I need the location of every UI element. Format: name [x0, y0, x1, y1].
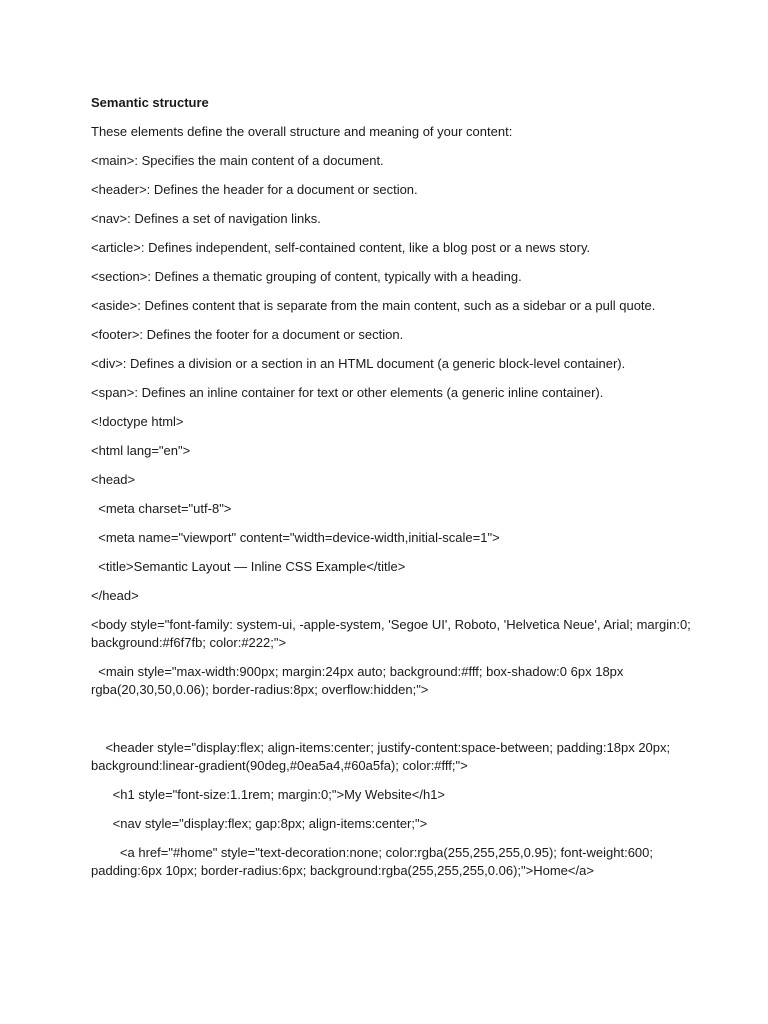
intro-paragraph: These elements define the overall structure and meaning of your content: — [91, 124, 513, 139]
code-line-h1: <h1 style="font-size:1.1rem; margin:0;">My Website</h1> — [91, 787, 446, 802]
code-line-header: <header style="display:flex; align-items:center; justify-content:space-between; padding:18px 20px; background:linear-gradient(90deg,#0ea5a4,#60a5fa); color:#fff;"> — [91, 740, 674, 773]
code-line-nav: <nav style="display:flex; gap:8px; align-items:center;"> — [91, 816, 428, 831]
definition-article: <article>: Defines independent, self-contained content, like a blog post or a news story. — [91, 240, 591, 255]
definition-section: <section>: Defines a thematic grouping of content, typically with a heading. — [91, 269, 522, 284]
definition-main: <main>: Specifies the main content of a document. — [91, 153, 384, 168]
section-heading: Semantic structure — [91, 95, 209, 110]
definition-footer: <footer>: Defines the footer for a document or section. — [91, 327, 404, 342]
code-line-anchor-home: <a href="#home" style="text-decoration:none; color:rgba(255,255,255,0.95); font-weight:600; padding:6px 10px; border-radius:6px; background:rgba(255,255,255,0.06);">Home</a> — [91, 845, 657, 878]
code-line-meta-viewport: <meta name="viewport" content="width=device-width,initial-scale=1"> — [91, 530, 500, 545]
document-body — [91, 94, 695, 891]
definition-nav: <nav>: Defines a set of navigation links. — [91, 211, 321, 226]
code-line-html: <html lang="en"> — [91, 443, 191, 458]
definition-div: <div>: Defines a division or a section in an HTML document (a generic block-level container). — [91, 356, 626, 371]
code-line-doctype: <!doctype html> — [91, 414, 184, 429]
code-line-head-close: </head> — [91, 588, 139, 603]
code-line-title: <title>Semantic Layout — Inline CSS Example</title> — [91, 559, 406, 574]
definition-aside: <aside>: Defines content that is separate from the main content, such as a sidebar or a pull quote. — [91, 298, 656, 313]
code-line-head-open: <head> — [91, 472, 136, 487]
definition-span: <span>: Defines an inline container for text or other elements (a generic inline container). — [91, 385, 604, 400]
blank-line — [91, 710, 691, 739]
code-line-body: <body style="font-family: system-ui, -apple-system, 'Segoe UI', Roboto, 'Helvetica Neue', Arial; margin:0; background:#f6f7fb; color:#222;"> — [91, 617, 695, 650]
definition-header: <header>: Defines the header for a document or section. — [91, 182, 418, 197]
code-line-meta-charset: <meta charset="utf-8"> — [91, 501, 232, 516]
code-line-main: <main style="max-width:900px; margin:24px auto; background:#fff; box-shadow:0 6px 18px rgba(20,30,50,0.06); border-radius:8px; overflow:hidden;"> — [91, 664, 628, 697]
